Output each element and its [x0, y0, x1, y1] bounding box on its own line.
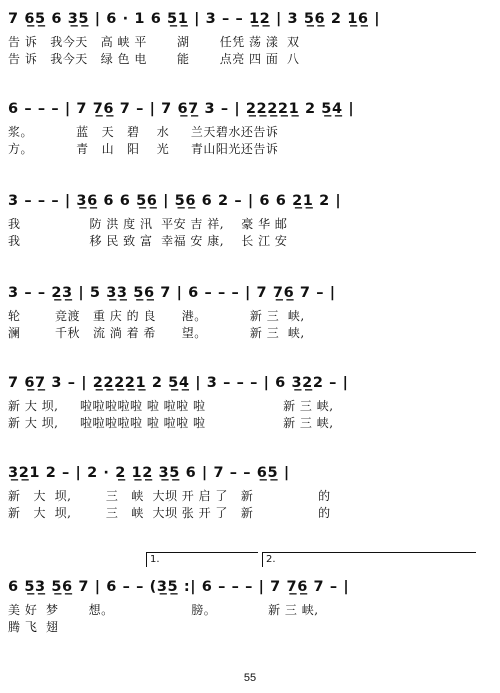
lyric-verse-1: 轮 竞渡 重 庆 的 良 港。 新 三 峡,	[8, 309, 305, 323]
lyric-verse-2: 新 大 坝, 三 峡 大坝 张 开 了 新 的	[8, 506, 331, 520]
notation-line: 6 – – – | 7 7̲6̲ 7 – | 7 6̲7̲ 3 – | 2̲2̲2̲2̲1̲ 2 5̲4̲ |	[8, 101, 355, 117]
lyric-verse-1: 新 大 坝, 啦啦啦啦啦 啦 啦啦 啦 新 三 峡,	[8, 399, 334, 413]
score-row-7	[8, 576, 492, 640]
notation-line: 3 – – 2̲3̲ | 5 3̲3̲ 5̲6̲ 7 | 6 – – – | 7 7̲6̲ 7 – |	[8, 285, 336, 301]
score-row-3	[8, 190, 492, 254]
notation-line: 7 6̲5̲ 6 3̲5̲ | 6 · 1 6 5̲1̲ | 3 – – 1̲2̲ | 3 5̲6̲ 2 1̲6̲ |	[8, 11, 381, 27]
ending-bracket-1	[146, 552, 258, 567]
lyric-verse-1: 告 诉 我今天 高 峡 平 湖 任凭 荡 漾 双	[8, 35, 300, 49]
lyric-verse-1: 美 好 梦 想。 膀。 新 三 峡,	[8, 603, 319, 617]
lyric-verse-2: 腾 飞 翅	[8, 620, 59, 634]
lyric-verse-1: 浆。 蓝 天 碧 水 兰天碧水还告诉	[8, 125, 279, 139]
lyric-verse-2: 我 移 民 致 富 幸福 安 康, 长 江 安	[8, 234, 288, 248]
score-row-2	[8, 98, 492, 162]
ending-label: 2.	[266, 554, 276, 565]
lyric-verse-1: 我 防 洪 度 汛 平安 吉 祥, 豪 华 邮	[8, 217, 288, 231]
lyric-verse-1: 新 大 坝, 三 峡 大坝 开 启 了 新 的	[8, 489, 331, 503]
notation-line: 3̲2̲1 2 – | 2 · 2̲ 1̲2̲ 3̲5̲ 6 | 7 – – 6̲5̲ |	[8, 465, 290, 481]
page-number: 55	[243, 672, 257, 684]
lyric-verse-2: 方。 青 山 阳 光 青山阳光还告诉	[8, 142, 279, 156]
lyric-verse-2: 告 诉 我今天 绿 色 电 能 点亮 四 面 八	[8, 52, 300, 66]
lyric-verse-2: 澜 千秋 流 淌 着 希 望。 新 三 峡,	[8, 326, 305, 340]
notation-line: 3 – – – | 3̲6̲ 6 6 5̲6̲ | 5̲6̲ 6 2 – | 6 6 2̲1̲ 2 |	[8, 193, 342, 209]
score-row-1	[8, 8, 492, 72]
score-row-4	[8, 282, 492, 346]
ending-bracket-2	[262, 552, 476, 567]
notation-line: 6 5̲3̲ 5̲6̲ 7 | 6 – – (3̲5̲ :| 6 – – – | 7 7̲6̲ 7 – |	[8, 579, 350, 595]
score-row-5	[8, 372, 492, 436]
ending-label: 1.	[150, 554, 160, 565]
lyric-verse-2: 新 大 坝, 啦啦啦啦啦 啦 啦啦 啦 新 三 峡,	[8, 416, 334, 430]
notation-line: 7 6̲7̲ 3 – | 2̲2̲2̲2̲1̲ 2 5̲4̲ | 3 – – – | 6 3̲2̲2 – |	[8, 375, 349, 391]
score-row-6	[8, 462, 492, 526]
